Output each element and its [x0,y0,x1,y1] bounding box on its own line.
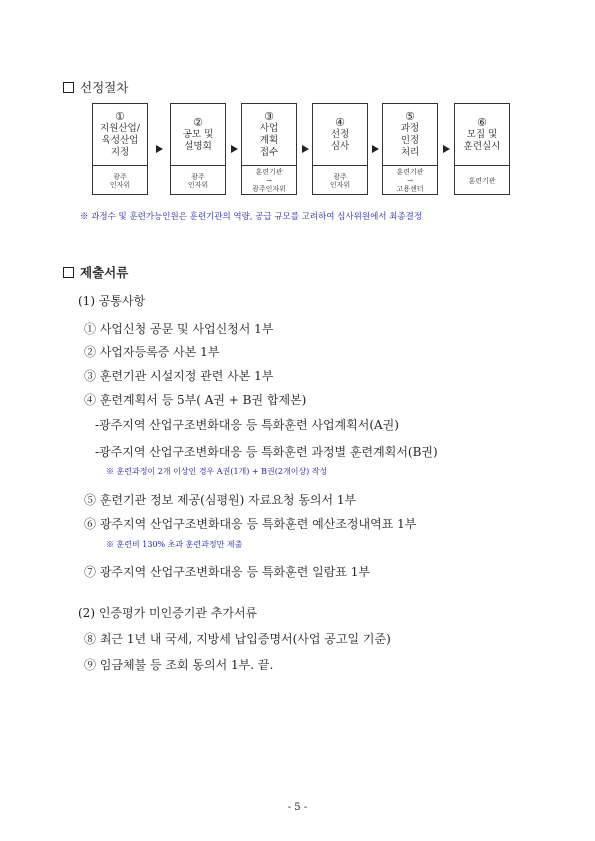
step-agency [93,166,147,196]
step-title [313,104,367,166]
step-agency [171,166,225,196]
selection-note: ※ 과정수 및 훈련가능인원은 훈련기관의 역량, 공급 규모를 고려하여 심사위원에서 최종결정 [80,212,423,222]
step-label-line: 계획 [259,134,279,146]
square-bullet-icon [63,82,74,93]
section-heading-selection [63,78,128,96]
step-label-line: 접수 [259,146,279,158]
step-agency [383,166,437,196]
document-item: ① 사업신청 공문 및 사업신청서 1부 [84,322,274,336]
step-label-line: 훈련실시 [463,140,501,152]
agency-line: → [407,176,413,185]
step-label-line: 선정 [330,128,350,140]
step-label-line: 처리 [400,146,420,158]
agency-line: 훈련기관 [396,168,424,177]
process-step [454,103,510,195]
process-step [170,103,226,195]
document-item: ⑨ 임금체불 등 조회 동의서 1부. 끝. [84,658,274,672]
step-title [171,104,225,166]
document-sub-item: -광주지역 산업구조변화대응 등 특화훈련 과정별 훈련계획서(B권) [95,445,438,459]
step-number: ⑤ [405,109,415,123]
agency-line: 인자위 [109,181,131,189]
arrow-right-icon [372,145,379,153]
arrow-right-icon [302,145,309,153]
step-title [242,104,296,166]
agency-line: 광주인자위 [252,185,286,194]
section-heading-documents [63,263,128,281]
agency-line: 인자위 [187,181,209,189]
page-number: - 5 - [287,802,308,813]
step-number: ④ [335,115,345,129]
agency-line: → [266,176,272,185]
agency-line: 인자위 [329,181,351,189]
document-item: ④ 훈련계획서 등 5부( A권 + B권 합제본) [84,393,307,407]
section-title: 선정절차 [80,80,129,95]
step-label-line: 인정 [400,134,420,146]
group-title-additional: (2) 인증평가 미인증기관 추가서류 [78,606,258,620]
arrow-right-icon [156,145,163,153]
section-title: 제출서류 [80,265,129,280]
step-label-line: 사업 [259,122,279,134]
process-step [312,103,368,195]
arrow-right-icon [231,145,238,153]
process-step [92,103,148,195]
group-title-common: (1) 공통사항 [78,294,146,308]
step-title [93,104,147,166]
step-agency [455,166,509,196]
step-title [455,104,509,166]
step-label-line: 설명회 [184,140,212,152]
square-bullet-icon [63,267,74,278]
step-number: ② [193,115,203,129]
step-number: ③ [264,109,274,123]
document-item: ⑤ 훈련기관 정보 제공(심평원) 자료요청 동의서 1부 [84,493,357,507]
step-title [383,104,437,166]
agency-line: 광주 [333,172,347,181]
document-item: ⑦ 광주지역 산업구조변화대응 등 특화훈련 일람표 1부 [84,565,370,579]
step-label-line: 지원산업/ [100,122,140,134]
document-item: ③ 훈련기관 시설지정 관련 사본 1부 [84,369,274,383]
step-number: ① [115,109,125,123]
step-agency [242,166,296,196]
document-item: ② 사업자등록증 사본 1부 [84,345,220,359]
document-item: ⑥ 광주지역 산업구조변화대응 등 특화훈련 예산조정내역표 1부 [84,517,417,531]
document-item: ⑧ 최근 1년 내 국세, 지방세 납입증명서(사업 공고일 기준) [84,632,391,646]
agency-line: 고용센터 [396,185,424,194]
document-sub-item: -광주지역 산업구조변화대응 등 특화훈련 사업계획서(A권) [95,418,399,432]
agency-line: 광주 [191,172,205,181]
document-note: ※ 훈련과정이 2개 이상인 경우 A권(1개) + B권(2개이상) 작성 [106,467,328,476]
step-label-line: 모집 및 [466,128,498,140]
step-label-line: 과정 [400,122,420,134]
step-label-line: 심사 [330,140,350,152]
document-note: ※ 훈련비 130% 초과 훈련과정만 제출 [106,540,243,549]
arrow-right-icon [443,145,450,153]
step-agency [313,166,367,196]
step-label-line: 지정 [110,146,130,158]
process-step [241,103,297,195]
step-number: ⑥ [477,115,487,129]
step-label-line: 육성산업 [101,134,139,146]
agency-line: 훈련기관 [255,168,283,177]
agency-line: 훈련기관 [468,176,496,185]
process-step [382,103,438,195]
step-label-line: 공모 및 [182,128,214,140]
agency-line: 광주 [113,172,127,181]
